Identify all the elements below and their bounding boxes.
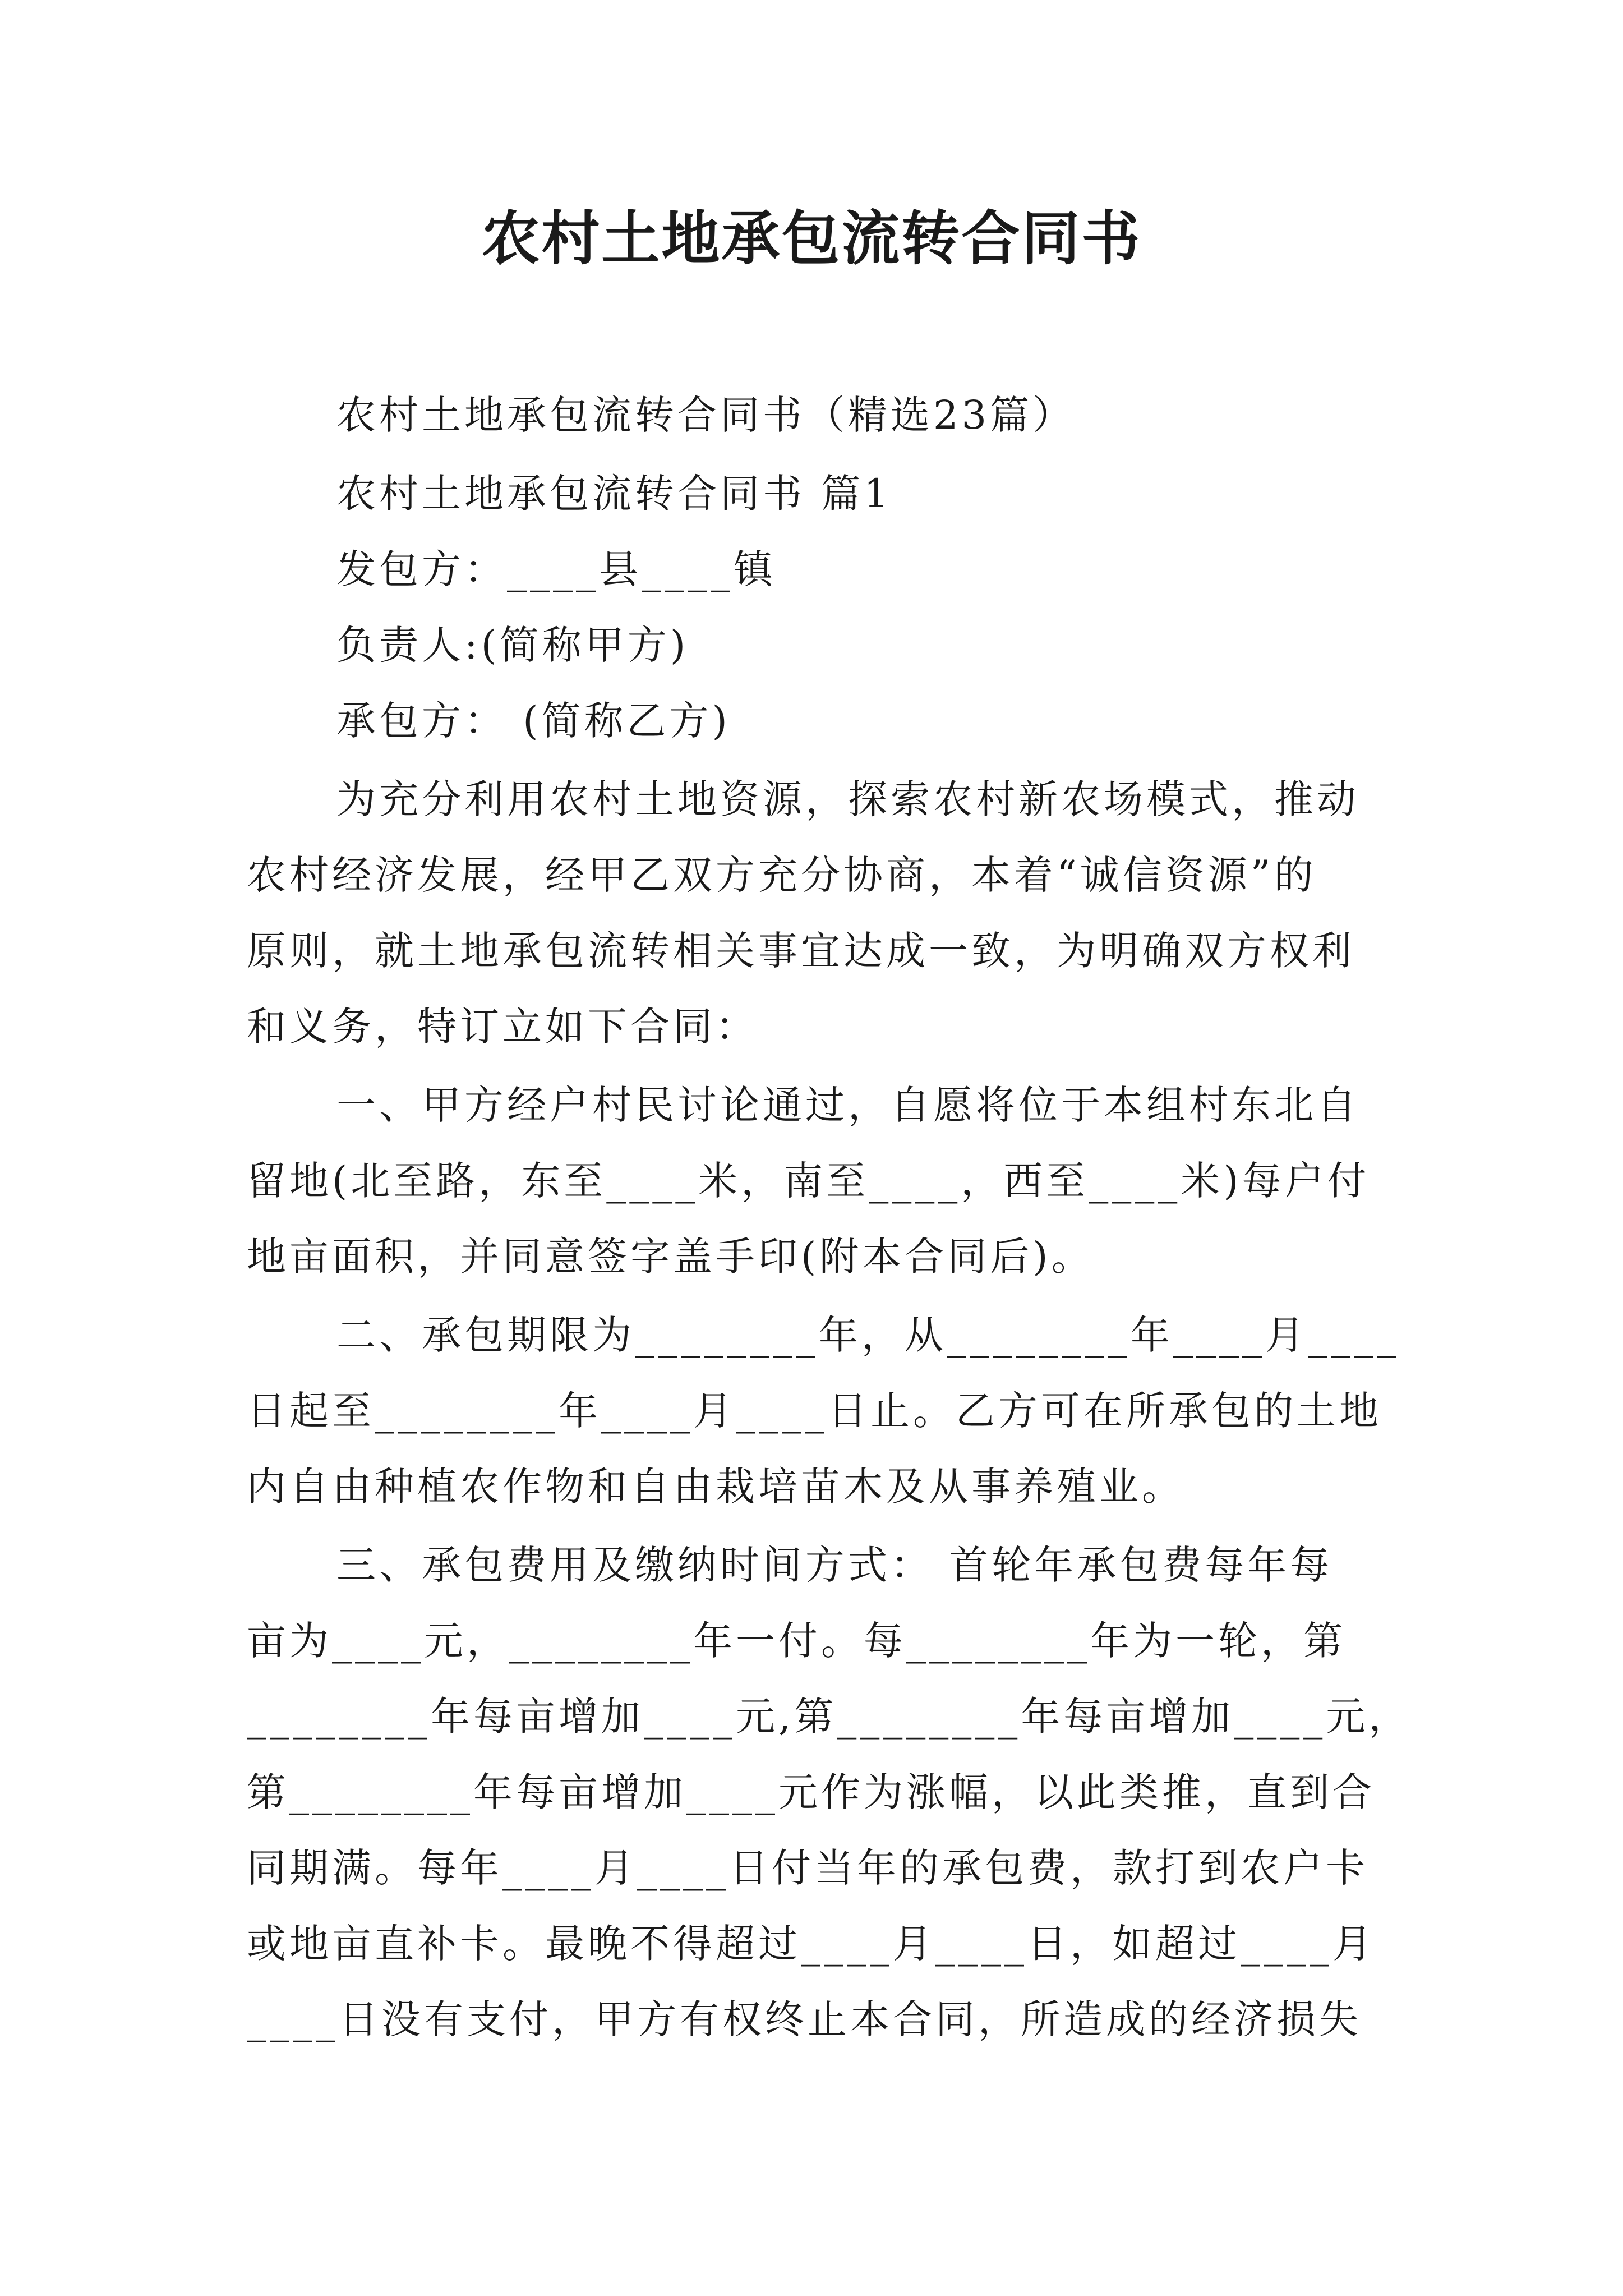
paragraph-line: 日起至________年____月____日止。乙方可在所承包的土地 — [247, 1388, 1382, 1434]
paragraph-line: 留地(北至路，东至____米，南至____，西至____米)每户付 — [247, 1158, 1370, 1204]
party-line: 负责人:(简称甲方) — [336, 622, 689, 668]
paragraph-line: 原则，就土地承包流转相关事宜达成一致，为明确双方权利 — [247, 928, 1355, 974]
section-heading: 农村土地承包流转合同书 篇1 — [336, 471, 892, 517]
paragraph-line: 同期满。每年____月____日付当年的承包费，款打到农户卡 — [247, 1845, 1368, 1891]
paragraph-line: 农村经济发展，经甲乙双方充分协商，本着“诚信资源”的 — [247, 852, 1317, 898]
paragraph-line: 或地亩直补卡。最晚不得超过____月____日，如超过____月 — [247, 1921, 1375, 1967]
paragraph-line: 三、承包费用及缴纳时间方式： 首轮年承包费每年每 — [336, 1542, 1333, 1588]
paragraph-line: 为充分利用农村土地资源，探索农村新农场模式，推动 — [336, 776, 1359, 822]
paragraph-line: 亩为____元，________年一付。每________年为一轮，第 — [247, 1618, 1346, 1664]
document-title: 农村土地承包流转合同书 — [481, 204, 1142, 273]
paragraph-line: 和义务，特订立如下合同： — [247, 1004, 758, 1050]
paragraph-line: 内自由种植农作物和自由栽培苗木及从事养殖业。 — [247, 1464, 1184, 1510]
paragraph-line: 地亩面积，并同意签字盖手印(附本合同后)。 — [247, 1234, 1094, 1280]
document-subtitle: 农村土地承包流转合同书（精选23篇） — [336, 392, 1076, 438]
party-line: 发包方：____县____镇 — [336, 546, 776, 592]
paragraph-line: 第________年每亩增加____元作为涨幅，以此类推，直到合 — [247, 1769, 1375, 1815]
paragraph-line: 二、承包期限为________年，从________年____月____ — [336, 1312, 1400, 1358]
paragraph-line: 一、甲方经户村民讨论通过，自愿将位于本组村东北自 — [336, 1082, 1359, 1128]
paragraph-line: ________年每亩增加____元,第________年每亩增加____元， — [247, 1694, 1412, 1740]
party-line: 承包方： (简称乙方) — [336, 698, 731, 744]
paragraph-line: ____日没有支付，甲方有权终止本合同，所造成的经济损失 — [247, 1996, 1362, 2042]
